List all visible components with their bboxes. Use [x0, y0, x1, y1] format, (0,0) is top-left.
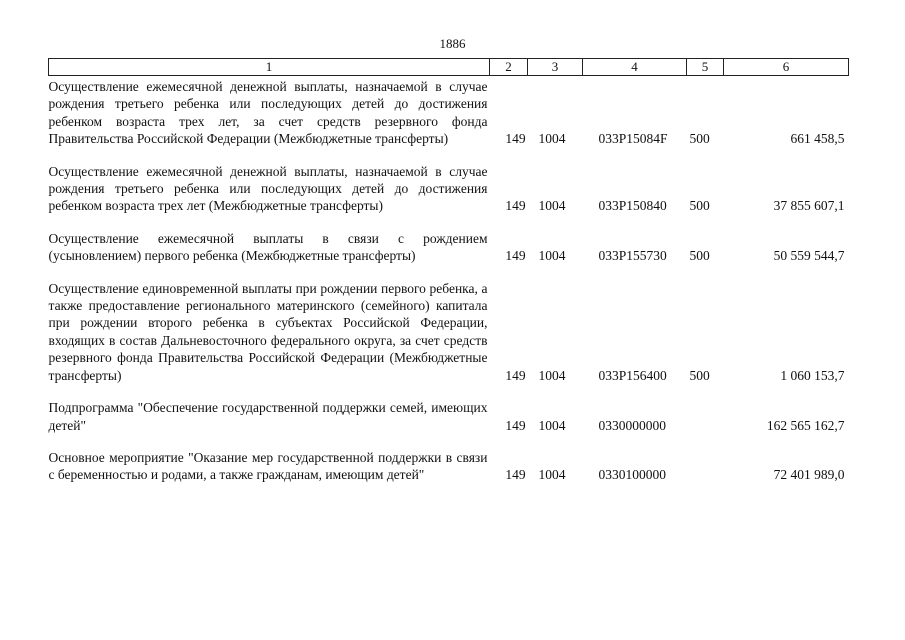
row-section: 1004 [538, 467, 566, 483]
row-expense-type: 500 [689, 367, 710, 383]
row-section: 1004 [538, 198, 566, 214]
header-col-2: 2 [490, 59, 528, 76]
row-name: Осуществление ежемесячной выплаты в связи с рождением (усыновлением) первого ребенка (Межбюджетные трансферты) [48, 230, 488, 264]
header-col-4: 4 [583, 59, 687, 76]
row-expense-type: 500 [689, 248, 710, 264]
table-header [49, 59, 849, 76]
row-grbs: 149 [505, 467, 526, 483]
row-grbs: 149 [505, 367, 526, 383]
table-row [49, 399, 849, 449]
row-name: Осуществление единовременной выплаты при рождении первого ребенка, а также предоставление регионального материнского (семейного) капитала при рождении второго ребенка в субъектах Российской Федерации, входящих в состав Дальневосточного федерального округа, за счет средств резервного фонда Правительства Российской Федерации (Межбюджетные трансферты) [48, 280, 488, 383]
row-grbs: 149 [505, 198, 526, 214]
row-amount: 1 060 153,7 [780, 367, 845, 383]
table-row [49, 230, 849, 280]
row-target-code: 0330000000 [598, 417, 666, 433]
row-grbs: 149 [505, 417, 526, 433]
row-grbs: 149 [505, 131, 526, 147]
row-target-code: 0330100000 [598, 467, 666, 483]
row-grbs: 149 [505, 248, 526, 264]
table-row [49, 163, 849, 230]
row-expense-type [687, 399, 724, 449]
table-row [49, 449, 849, 499]
row-expense-type: 500 [689, 131, 710, 147]
row-name: Подпрограмма "Обеспечение государственной поддержки семей, имеющих детей" [48, 400, 488, 433]
row-amount: 661 458,5 [790, 131, 845, 147]
table-row [49, 280, 849, 399]
header-col-1: 1 [49, 59, 490, 76]
row-name: Основное мероприятие "Оказание мер государственной поддержки в связи с беременностью и родами, а также гражданам, имеющим детей" [48, 449, 488, 483]
header-row [49, 59, 849, 76]
page-number: 1886 [439, 36, 466, 51]
row-target-code: 033P155730 [598, 248, 667, 264]
row-section: 1004 [538, 417, 566, 433]
row-name: Осуществление ежемесячной денежной выплаты, назначаемой в случае рождения третьего ребенка или последующих детей до достижения ребенком возраста трех лет, за счет средств резервного фонда Правительства Российской Федерации (Межбюджетные трансферты) [48, 79, 488, 147]
budget-table [48, 58, 849, 499]
row-amount: 162 565 162,7 [766, 417, 845, 433]
table-body [49, 76, 849, 499]
row-section: 1004 [538, 248, 566, 264]
table-row [49, 76, 849, 163]
row-target-code: 033P15084F [598, 131, 668, 147]
row-section: 1004 [538, 131, 566, 147]
row-target-code: 033P156400 [598, 367, 667, 383]
row-amount: 50 559 544,7 [773, 248, 845, 264]
row-target-code: 033P150840 [598, 198, 667, 214]
row-expense-type [687, 449, 724, 499]
header-col-5: 5 [687, 59, 724, 76]
row-amount: 72 401 989,0 [773, 467, 845, 483]
row-amount: 37 855 607,1 [773, 198, 845, 214]
row-section: 1004 [538, 367, 566, 383]
row-name: Осуществление ежемесячной денежной выплаты, назначаемой в случае рождения третьего ребенка или последующих детей до достижения ребенком возраста трех лет (Межбюджетные трансферты) [48, 163, 488, 214]
header-col-6: 6 [724, 59, 849, 76]
row-expense-type: 500 [689, 198, 710, 214]
header-col-3: 3 [528, 59, 583, 76]
